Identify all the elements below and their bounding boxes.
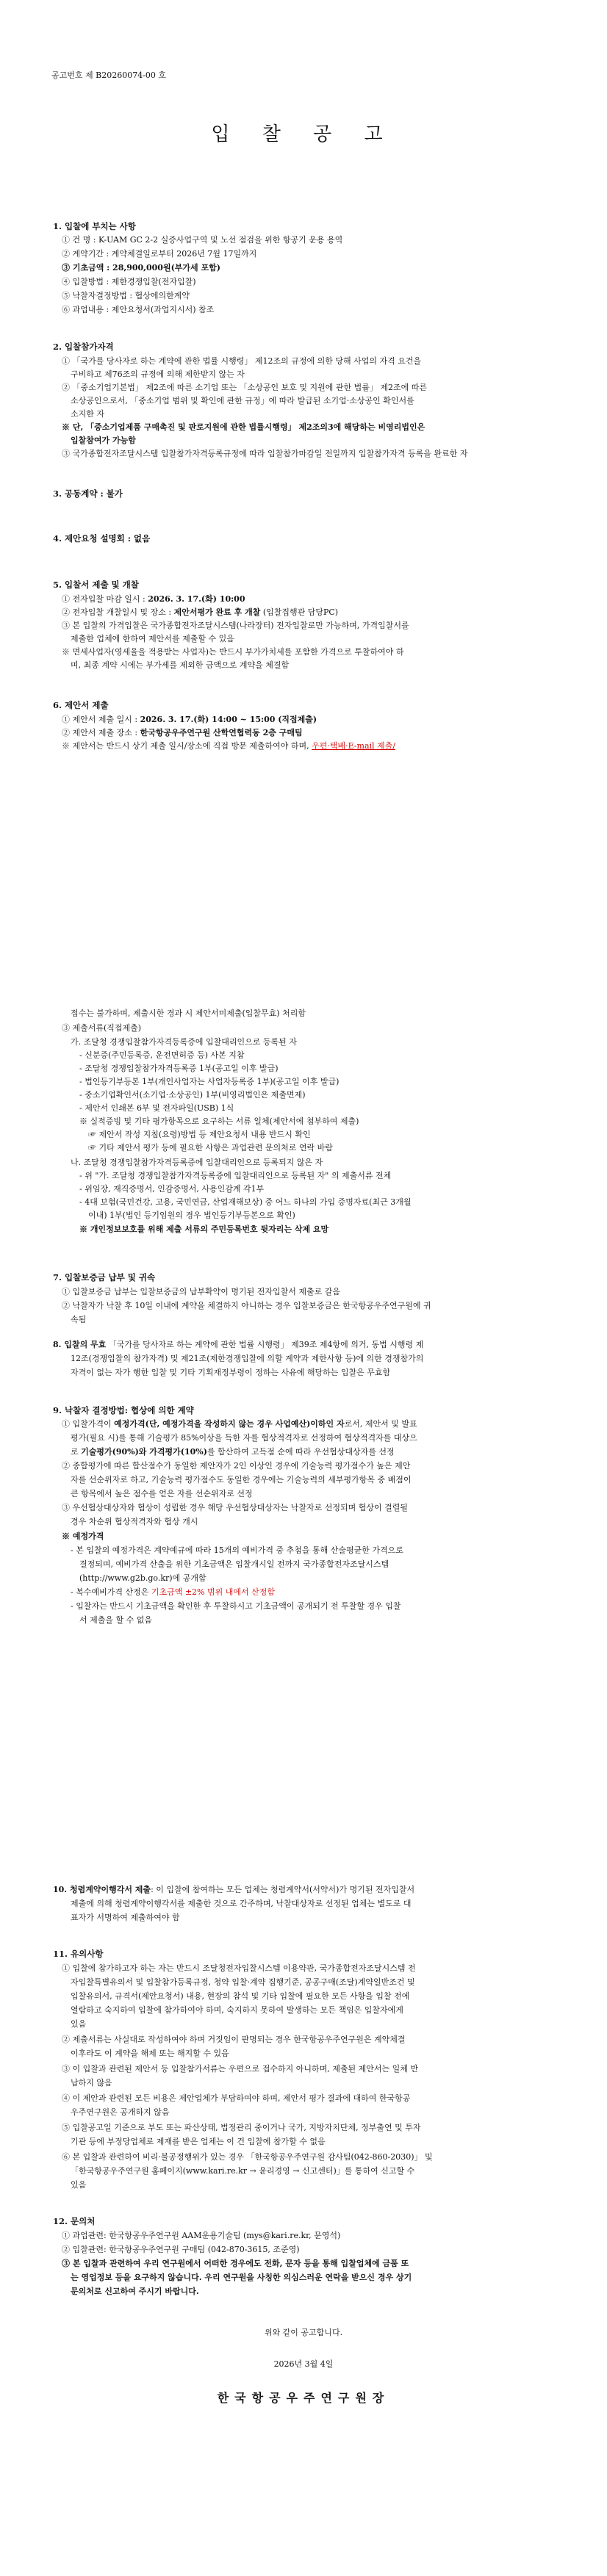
invalid-line: 12조(경쟁입찰의 참가자격) 및 제21조(제한경쟁입찰에 의할 계약과 제한사항 등)에 의한 경쟁참가의: [71, 1354, 424, 1363]
precaution-line: 납하지 않음: [71, 2078, 112, 2088]
proposal-place-label: ② 제안서 제출 장소 :: [62, 728, 140, 737]
subject-name: ① 건 명 : K-UAM GC 2-2 실증사업구역 및 노선 점검을 위한 항공기 운용 용역: [62, 235, 343, 245]
document-note: ※ 실적증빙 및 기타 평가항목으로 요구하는 서류 일체(제안서에 첨부하여 제출): [79, 1116, 359, 1126]
fraud-warning: 는 영업정보 등을 요구하지 않습니다. 우리 연구원을 사칭한 의심스러운 연락을 받으신 경우 상기: [71, 2273, 412, 2282]
estimated-price-heading: ※ 예정가격: [62, 1531, 104, 1541]
bid-line: ③ 본 입찰의 가격입찰은 국가종합전자조달시스템(나라장터) 전자입찰로만 가능하며, 가격입찰서를: [62, 621, 409, 630]
bid-deadline-label: ① 전자입찰 마감 일시 :: [62, 594, 148, 604]
document-item: - 위 "가. 조달청 경쟁입찰참가자격등록증에 입찰대리인으로 등록된 자" 의 제출서류 전체: [79, 1171, 392, 1180]
bid-opening-value: 제안서평가 완료 후 개찰: [173, 607, 261, 617]
proposal-place: [62, 728, 303, 738]
section-heading: 10. 청렴계약이행각서 제출: [53, 1885, 151, 1894]
section-heading: 7. 입찰보증금 납부 및 귀속: [53, 1272, 156, 1282]
qualification-line: 소상공인으로서, 「중소기업 범위 및 확인에 관한 규정」에 따라 발급된 소기업·소상공인 확인서를: [71, 396, 414, 405]
section-heading: 9. 낙찰자 결정방법: 협상에 의한 계약: [53, 1405, 194, 1415]
estimated-price-line: 결정되며, 예비가격 산출을 위한 기초금액은 입찰개시일 전까지 국가종합전자조달시스템: [79, 1559, 389, 1569]
qualification-line: 소지한 자: [71, 409, 105, 419]
proposal-datetime: [62, 715, 317, 725]
estimated-price-line: - 본 입찰의 예정가격은 계약예규에 따라 15개의 예비가격 중 추첨을 통해 산술평균한 가격으로: [71, 1545, 403, 1555]
integrity-line: [53, 1885, 414, 1895]
bond-line: 속됨: [71, 1315, 87, 1324]
documents-group-a: 가. 조달청 경쟁입찰참가자격등록증에 입찰대리인으로 등록된 자: [71, 1037, 297, 1047]
section-heading: 8. 입찰의 무효: [53, 1340, 107, 1349]
document-note: ☞ 기타 제안서 평가 등에 필요한 사항은 과업관련 문의처로 연락 바람: [88, 1143, 333, 1152]
section-heading: 6. 제안서 제출: [53, 700, 109, 710]
integrity-line: 표자가 서명하여 제출하여야 함: [71, 1913, 180, 1922]
notice-date: 2026년 3월 4일: [273, 2359, 334, 2369]
contact-task: ① 과업관련: 한국항공우주연구원 AAM운용기술팀 (mys@kari.re.kr, 문영석): [62, 2231, 341, 2240]
document-item: - 4대 보험(국민건강, 고용, 국민연금, 산업재해보상) 중 어느 하나의 가입 증명자료(최근 3개월: [79, 1197, 412, 1207]
estimated-price-line: [71, 1587, 275, 1598]
fraud-warning: ③ 본 입찰과 관련하여 우리 연구원에서 어떠한 경우에도 전화, 문자 등을 통해 입찰업체에 금품 또: [62, 2259, 409, 2268]
section-heading: 2. 입찰참가자격: [53, 342, 114, 352]
issuer-name: 한국항공우주연구원장: [217, 2391, 390, 2405]
precaution-line: 있음: [71, 2019, 87, 2029]
estimated-price-link: (http://www.g2b.go.kr)에 공개함: [79, 1573, 206, 1583]
award-method: ⑤ 낙찰자결정방법 : 협상에의한계약: [62, 291, 190, 300]
qualification-note: ※ 단, 「중소기업제품 구매촉진 및 판로지원에 관한 법률시행령」 제2조의3에 해당하는 비영리법인은: [62, 422, 425, 432]
precaution-line: 우주연구원은 공개하지 않음: [71, 2107, 170, 2117]
proposal-place-value: 한국항공우주연구원 산학연협력동 2층 구매팀: [140, 728, 303, 737]
invalid-line: 자격이 없는 자가 행한 입찰 및 기타 기획재정부령이 정하는 사유에 해당하는 입찰은 무효함: [71, 1368, 391, 1377]
precaution-line: 기관 등에 부정당업체로 제재를 받은 업체는 이 건 입찰에 참가할 수 없음: [71, 2137, 326, 2146]
section-heading: 1. 입찰에 부치는 사항: [53, 221, 136, 231]
precaution-line: 자입찰특별유의서 및 입찰참가등록규정, 청약 입찰·계약 집행기준, 공공구매(조달)계약일반조건 및: [71, 1977, 415, 1987]
precaution-line: ② 제출서류는 사실대로 작성하여야 하며 거짓임이 판명되는 경우 한국항공우주연구원은 계약체결: [62, 2035, 406, 2044]
contact-bid: ② 입찰관련: 한국항공우주연구원 구매팀 (042-870-3615, 조준영): [62, 2245, 300, 2254]
bond-line: ① 입찰보증금 납부는 입찰보증금의 납부확약이 명기된 전자입찰서 제출로 갈음: [62, 1287, 341, 1296]
precaution-line: ① 입찰에 참가하고자 하는 자는 반드시 조달청전자입찰시스템 이용약관, 국가종합전자조달시스템 전: [62, 1963, 416, 1973]
documents-heading: ③ 제출서류(직접제출): [62, 1023, 142, 1033]
award-text: 를 합산하여 고득점 순에 따라 우선협상대상자를 선정: [206, 1447, 395, 1457]
award-line: [62, 1419, 417, 1429]
bid-deadline-value: 2026. 3. 17.(화) 10:00: [148, 594, 245, 604]
contract-period: ② 계약기간 : 계약체결일로부터 2026년 7월 17일까지: [62, 249, 257, 259]
bid-opening-label: ② 전자입찰 개찰일시 및 장소 :: [62, 607, 174, 617]
closing-statement: 위와 같이 공고합니다.: [264, 2328, 343, 2337]
award-highlight: 기술평가(90%)와 가격평가(10%): [81, 1447, 207, 1457]
bid-opening-place: (입찰집행관 담당PC): [260, 607, 339, 617]
document-item: - 위임장, 재직증명서, 인감증명서, 사용인감계 각1부: [79, 1184, 265, 1194]
award-line: ② 종합평가에 따른 합산점수가 동일한 제안자가 2인 이상인 경우에 기술능력 평가점수가 높은 제안: [62, 1461, 411, 1471]
precaution-line: ③ 이 입찰과 관련된 제안서 등 입찰참가서류는 우편으로 접수하지 아니하며, 제출된 제안서는 일체 반: [62, 2064, 418, 2074]
bid-line: 제출한 업체에 한하여 제안서를 제출할 수 있음: [71, 634, 234, 643]
proposal-note: 접수는 불가하며, 제출시한 경과 시 제안서미제출(입찰무효) 처리함: [71, 1009, 306, 1018]
estimated-price-line: 서 제출을 할 수 없음: [79, 1615, 152, 1625]
bid-method: ④ 입찰방법 : 제한경쟁입찰(전자입찰): [62, 277, 196, 286]
integrity-line: 제출에 의해 청렴계약이행각서를 제출한 것으로 간주하며, 낙찰대상자로 선정된 업체는 별도로 대: [71, 1899, 412, 1908]
award-line: 큰 항목에서 높은 점수를 얻은 자를 선순위자로 선정: [71, 1489, 253, 1498]
qualification-line: 구비하고 제76조의 규정에 의해 제한받지 않는 자: [71, 369, 245, 379]
precaution-line: 있음: [71, 2180, 87, 2190]
document-note: ☞ 제안서 작성 지침(요령)방법 등 제안요청서 내용 반드시 확인: [88, 1130, 311, 1139]
proposal-datetime-label: ① 제안서 제출 일시 :: [62, 715, 140, 724]
bond-line: ② 낙찰자가 낙찰 후 10일 이내에 계약을 체결하지 아니하는 경우 입찰보증금은 한국항공우주연구원에 귀: [62, 1301, 431, 1310]
section-heading: 5. 입찰서 제출 및 개찰: [53, 580, 139, 590]
proposal-note: [62, 741, 395, 751]
invalid-text: 「국가를 당사자로 하는 계약에 관한 법률 시행령」 제39조 제4항에 의거, 동법 시행령 제: [106, 1340, 424, 1349]
estimated-price-text: - 복수예비가격 산정은: [71, 1587, 151, 1597]
documents-group-b: 나. 조달청 경쟁입찰참가자격등록증에 입찰대리인으로 등록되지 않은 자: [71, 1158, 323, 1167]
base-amount: ③ 기초금액 : 28,900,000원(부가세 포함): [62, 263, 220, 273]
precaution-line: 열람하고 숙지하여 입찰에 참가하여야 하며, 숙지하지 못하여 발생하는 모든 책임은 입찰자에게: [71, 2005, 403, 2015]
document-item: - 신분증(주민등록증, 운전면허증 등) 사본 지참: [79, 1050, 245, 1060]
precaution-line: ④ 이 제안과 관련된 모든 비용은 제안업체가 부담하여야 하며, 제안서 평가 결과에 대하여 한국항공: [62, 2093, 411, 2103]
precaution-line: 「한국항공우주연구원 홈페이지(www.kari.re.kr → 윤리경영 → 신고센터)」를 통하여 신고할 수: [71, 2166, 415, 2176]
award-text: ① 입찰가격이: [62, 1419, 115, 1429]
document-item: - 중소기업확인서(소기업·소상공인) 1부(비영리법인은 제출면제): [79, 1090, 306, 1100]
invalid-line: [53, 1340, 423, 1350]
qualification-line: ① 「국가를 당사자로 하는 계약에 관한 법률 시행령」 제12조의 규정에 의한 당해 사업의 자격 요건을: [62, 356, 422, 366]
document-item: - 조달청 경쟁입찰참가자격등록증 1부(공고일 이후 발급): [79, 1064, 279, 1073]
document-item: - 제안서 인쇄본 6부 및 전자파일(USB) 1식: [79, 1103, 234, 1113]
bid-note: 며, 최종 계약 시에는 부가세를 제외한 금액으로 계약을 체결함: [71, 660, 290, 670]
award-line: 경우 차순위 협상적격자와 협상 개시: [71, 1517, 198, 1526]
section-briefing: 4. 제안요청 설명회 : 없음: [53, 533, 151, 544]
section-heading: 12. 문의처: [53, 2216, 96, 2226]
qualification-note: 입찰참여가 가능함: [71, 436, 136, 445]
bid-opening: [62, 607, 338, 618]
precaution-line: 이후라도 이 계약을 해제 또는 해지할 수 있음: [71, 2049, 229, 2058]
document-item: - 법인등기부등본 1부(개인사업자는 사업자등록증 1부)(공고일 이후 발급): [79, 1077, 340, 1086]
estimated-price-range: 기초금액 ±2% 범위 내에서 산정함: [151, 1587, 276, 1597]
task-content: ⑥ 과업내용 : 제안요청서(과업지시서) 참조: [62, 305, 215, 314]
fraud-warning: 문의처로 신고하여 주시기 바랍니다.: [71, 2287, 199, 2296]
page-title: 입 찰 공 고: [211, 123, 396, 145]
notice-number: 공고번호 제 B20260074-00 호: [51, 71, 167, 80]
privacy-note: ※ 개인정보보호를 위해 제출 서류의 주민등록번호 뒷자리는 삭제 요망: [79, 1224, 329, 1234]
bid-note: ※ 면세사업자(영세율을 적용받는 사업자)는 반드시 부가가치세를 포함한 가격으로 투찰하여야 하: [62, 647, 404, 657]
section-heading: 11. 유의사항: [53, 1949, 104, 1959]
award-text: 로서, 제안서 및 발표: [344, 1419, 417, 1429]
integrity-text: : 이 입찰에 참여하는 모든 업체는 청렴계약서(서약서)가 명기된 전자입찰서: [151, 1885, 415, 1894]
document-item: 이내) 1부(법인 등기임원의 경우 법인등기부등본으로 확인): [88, 1211, 295, 1220]
award-line: 자를 선순위자로 하고, 기술능력 평가점수도 동일한 경우에는 기술능력의 세부평가항목 중 배점이: [71, 1475, 412, 1484]
qualification-line: ③ 국가종합전자조달시스템 입찰참가자격등록규정에 따라 입찰참가마감일 전일까지 입찰참가자격 등록을 완료한 자: [62, 449, 468, 458]
proposal-note-highlight: 우편·택배·E-mail 제출/: [312, 741, 396, 751]
precaution-line: 입찰유의서, 규격서(제안요청서) 내용, 현장의 참석 및 기타 입찰에 필요한 모든 사항을 입찰 전에: [71, 1991, 410, 2001]
bid-deadline: [62, 594, 245, 605]
precaution-line: ⑤ 입찰공고일 기준으로 부도 또는 파산상태, 법정관리 중이거나 국가, 지방자치단체, 정부출연 및 투자: [62, 2123, 421, 2132]
section-joint-contract: 3. 공동계약 : 불가: [53, 488, 123, 499]
estimated-price-line: - 입찰자는 반드시 기초금액을 확인한 후 투찰하시고 기초금액이 공개되기 전 투찰할 경우 입찰: [71, 1601, 401, 1611]
award-highlight: 예정가격(단, 예정가격을 작성하지 않는 경우 사업예산)이하인 자: [114, 1419, 345, 1429]
qualification-line: ② 「중소기업기본법」 제2조에 따른 소기업 또는 「소상공인 보호 및 지원에 관한 법률」 제2조에 따른: [62, 383, 427, 392]
award-line: ③ 우선협상대상자와 협상이 성립한 경우 해당 우선협상대상자는 낙찰자로 선정되며 협상이 결렬될: [62, 1503, 409, 1512]
proposal-datetime-value: 2026. 3. 17.(화) 14:00 ~ 15:00 (직접제출): [140, 715, 317, 724]
precaution-line: ⑥ 본 입찰과 관련하여 비리·불공정행위가 있는 경우 「한국항공우주연구원 감사팀(042-860-2030)」 및: [62, 2152, 433, 2162]
award-text: 로: [71, 1447, 82, 1457]
award-line: 평가(필요 시)를 통해 기술평가 85%이상을 득한 자를 협상적격자로 선정하여 협상적격자를 대상으: [71, 1433, 417, 1443]
proposal-note-text: ※ 제안서는 반드시 상기 제출 일시/장소에 직접 방문 제출하여야 하며,: [62, 741, 312, 751]
award-line: [71, 1447, 395, 1457]
